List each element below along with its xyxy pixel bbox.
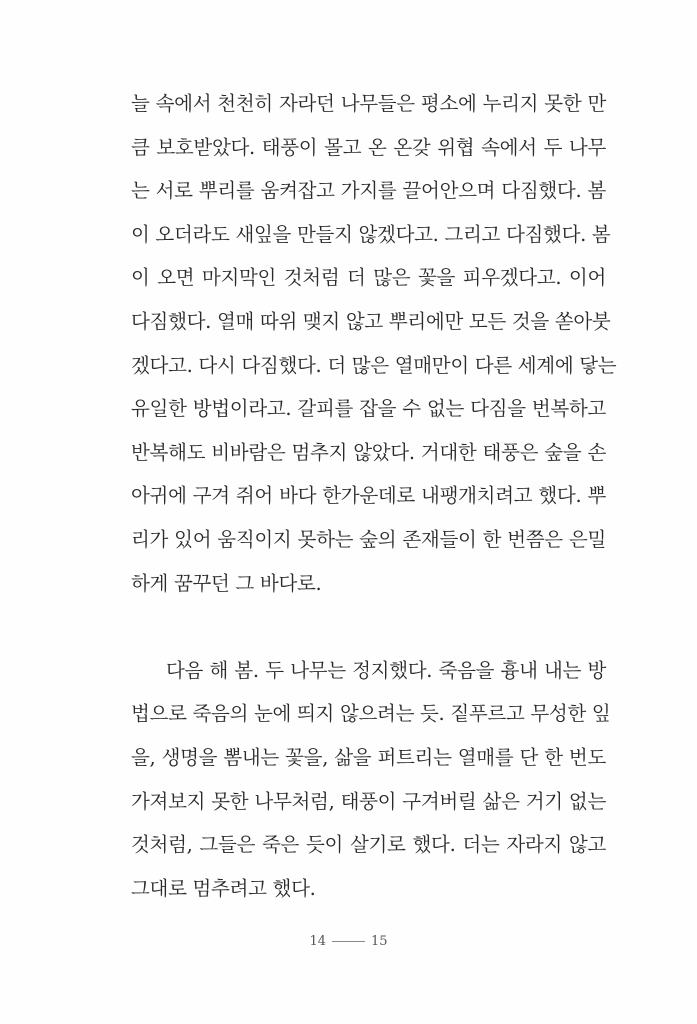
- text-line: 을, 생명을 뽐내는 꽃을, 삶을 퍼트리는 열매를 단 한 번도: [131, 745, 606, 769]
- folio-divider: [332, 941, 365, 942]
- text-line: 다음 해 봄. 두 나무는 정지했다. 죽음을 흉내 내는 방: [166, 658, 606, 682]
- text-line: 큼 보호받았다. 태풍이 몰고 온 온갖 위협 속에서 두 나무: [131, 135, 606, 159]
- text-line: 리가 있어 움직이지 못하는 숲의 존재들이 한 번쯤은 은밀: [131, 527, 606, 551]
- text-line: 겠다고. 다시 다짐했다. 더 많은 열매만이 다른 세계에 닿는: [131, 353, 617, 377]
- text-line: 가져보지 못한 나무처럼, 태풍이 구겨버릴 삶은 거기 없는: [131, 789, 606, 813]
- paragraph-1: [131, 82, 617, 605]
- right-page-number: 15: [371, 934, 388, 949]
- text-line: 다짐했다. 열매 따위 맺지 않고 뿌리에만 모든 것을 쏟아붓: [131, 309, 611, 333]
- text-line: 이 오더라도 새잎을 만들지 않겠다고. 그리고 다짐했다. 봄: [131, 222, 611, 246]
- body-text: [131, 82, 617, 910]
- text-line: 법으로 죽음의 눈에 띄지 않으려는 듯. 짙푸르고 무성한 잎: [131, 702, 611, 726]
- left-page-number: 14: [309, 934, 326, 949]
- text-line: 늘 속에서 천천히 자라던 나무들은 평소에 누리지 못한 만: [131, 92, 606, 115]
- text-line: 아귀에 구겨 쥐어 바다 한가운데로 내팽개치려고 했다. 뿌: [131, 484, 606, 508]
- page-numbers: [0, 934, 697, 949]
- paragraph-2: [131, 649, 611, 911]
- paragraph-gap: [131, 605, 606, 649]
- text-line: 그대로 멈추려고 했다.: [131, 876, 316, 900]
- text-line: 는 서로 뿌리를 움켜잡고 가지를 끌어안으며 다짐했다. 봄: [131, 179, 606, 203]
- text-line: 유일한 방법이라고. 갈피를 잡을 수 없는 다짐을 번복하고: [131, 397, 606, 421]
- text-line: 것처럼, 그들은 죽은 듯이 살기로 했다. 더는 자라지 않고: [131, 833, 606, 857]
- text-line: 이 오면 마지막인 것처럼 더 많은 꽃을 피우겠다고. 이어: [131, 266, 606, 290]
- text-line: 반복해도 비바람은 멈추지 않았다. 거대한 태풍은 숲을 손: [131, 440, 606, 464]
- text-line: 하게 꿈꾸던 그 바다로.: [131, 571, 322, 595]
